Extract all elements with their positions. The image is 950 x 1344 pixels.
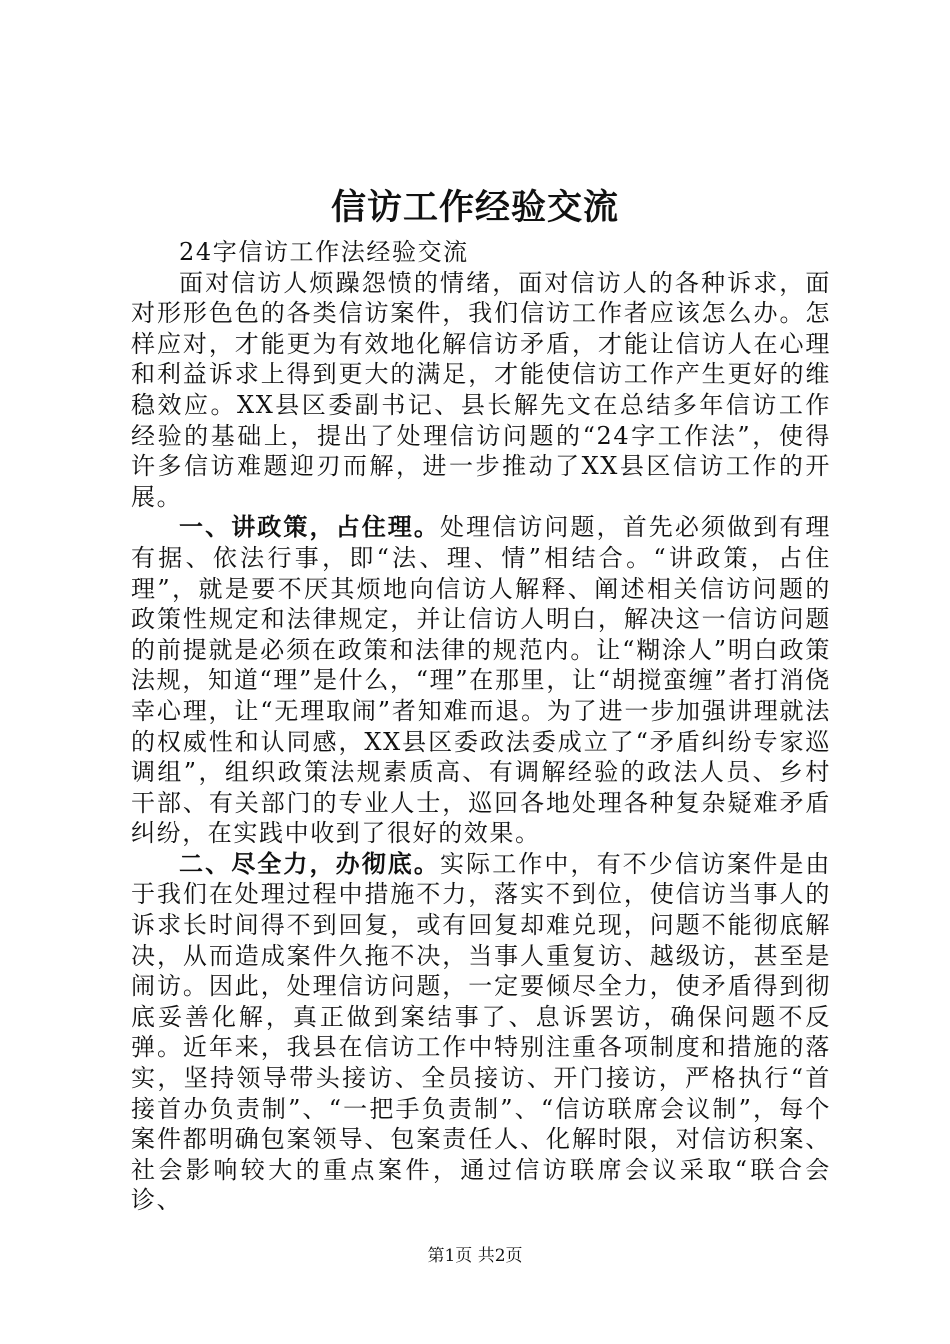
document-title: 信访工作经验交流 bbox=[330, 187, 619, 228]
paragraph-text: 实际工作中，有不少信访案件是由于我们在处理过程中措施不力，落实不到位，使信访当事人的诉求长时间得不到回复，或有回复却难兑现，问题不能彻底解决，从而造成案件久拖不决，当事人重复访、越级访，甚至是闹访。因此，处理信访问题，一定要倾尽全力，使矛盾得到彻底妥善化解，真正做到案结事了、息诉罢访，确保问题不反弹。近年来，我县在信访工作中特别注重各项制度和措施的落实，坚持领导带头接访、全员接访、开门接访，严格执行“首接首办负责制”、“一把手负责制”、“信访联席会议制”，每个案件都明确包案领导、包案责任人、化解时限，对信访积案、社会影响较大的重点案件，通过信访联席会议采取“联合会诊、 bbox=[131, 849, 831, 1215]
section-heading: 二、尽全力，办彻底。 bbox=[179, 848, 440, 878]
section-heading: 一、讲政策，占住理。 bbox=[179, 512, 440, 542]
document-subtitle: 24字信访工作法经验交流 bbox=[179, 238, 469, 266]
document-body bbox=[131, 237, 831, 1216]
page-number-footer: 第1页 共2页 bbox=[427, 1246, 523, 1266]
paragraph-section-2 bbox=[131, 849, 831, 1216]
paragraph-text: 处理信访问题，首先必须做到有理有据、依法行事，即“法、理、情”相结合。“讲政策，占住理”，就是要不厌其烦地向信访人解释、阐述相关信访问题的政策性规定和法律规定，并让信访人明白，解决这一信访问题的前提就是必须在政策和法律的规范内。让“糊涂人”明白政策法规，知道“理”是什么，“理”在那里，让“胡搅蛮缠”者打消侥幸心理，让“无理取闹”者知难而退。为了进一步加强讲理就法的权威性和认同感，XX县区委政法委成立了“矛盾纠纷专家巡调组”，组织政策法规素质高、有调解经验的政法人员、乡村干部、有关部门的专业人士，巡回各地处理各种复杂疑难矛盾纠纷，在实践中收到了很好的效果。 bbox=[131, 513, 831, 848]
paragraph-intro bbox=[131, 268, 831, 513]
paragraph-text: 面对信访人烦躁怨愤的情绪，面对信访人的各种诉求，面对形形色色的各类信访案件，我们信访工作者应该怎么办。怎样应对，才能更为有效地化解信访矛盾，才能让信访人在心理和利益诉求上得到更大的满足，才能使信访工作产生更好的维稳效应。XX县区委副书记、县长解先文在总结多年信访工作经验的基础上，提出了处理信访问题的“24字工作法”，使得许多信访难题迎刃而解，进一步推动了XX县区信访工作的开展。 bbox=[131, 268, 831, 511]
paragraph-section-1 bbox=[131, 512, 831, 849]
